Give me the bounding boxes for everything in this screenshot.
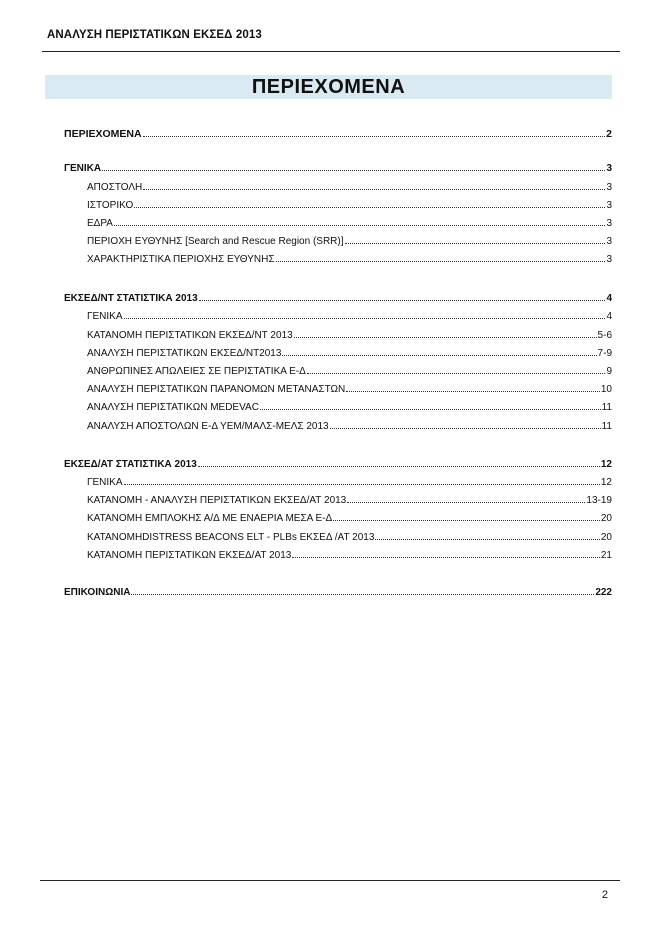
toc-dot-leader <box>347 492 585 503</box>
toc-entry-label: ΠΕΡΙΟΧΗ ΕΥΘΥΝΗΣ [Search and Rescue Region (SRR)] <box>87 236 344 247</box>
toc-entry-page: 9 <box>606 366 612 377</box>
toc-entry-page: 20 <box>600 513 612 524</box>
toc-entry-page: 4 <box>606 293 612 304</box>
toc-entry-label: ΧΑΡΑΚΤΗΡΙΣΤΙΚΑ ΠΕΡΙΟΧΗΣ ΕΥΘΥΝΗΣ <box>87 254 275 265</box>
toc-entry-label: ΚΑΤΑΝΟΜΗ ΕΜΠΛΟΚΗΣ Α/Δ ΜΕ ΕΝΑΕΡΙΑ ΜΕΣΑ Ε-Δ <box>87 513 333 524</box>
toc-dot-leader <box>114 215 605 226</box>
toc-entry-page: 12 <box>600 477 612 488</box>
toc-entry-page: 10 <box>600 384 612 395</box>
toc-entry-page: 3 <box>606 218 612 229</box>
toc-dot-leader <box>307 363 606 374</box>
toc-dot-leader <box>282 345 596 356</box>
page-number: 2 <box>601 889 608 901</box>
toc-entry[interactable] <box>64 126 612 140</box>
toc-entry-page: 7-9 <box>597 348 612 359</box>
toc-entry-page: 5-6 <box>597 330 612 341</box>
toc-dot-leader <box>143 126 606 137</box>
toc-dot-leader <box>124 308 606 319</box>
toc-title-banner <box>45 75 612 99</box>
toc-dot-leader <box>276 251 606 262</box>
running-header-title: ΑΝΑΛΥΣΗ ΠΕΡΙΣΤΑΤΙΚΩΝ ΕΚΣΕΔ 2013 <box>47 29 262 41</box>
toc-entry-label: ΕΔΡΑ <box>87 218 113 229</box>
toc-entry[interactable] <box>87 345 612 359</box>
toc-entry-label: ΑΝΑΛΥΣΗ ΠΕΡΙΣΤΑΤΙΚΩΝ ΕΚΣΕΔ/ΝΤ2013 <box>87 348 282 359</box>
toc-entry-label: ΕΠΙΚΟΙΝΩΝΙΑ <box>64 587 131 598</box>
toc-dot-leader <box>345 233 606 244</box>
toc-entry-label: ΙΣΤΟΡΙΚΟ <box>87 200 134 211</box>
toc-entry[interactable] <box>87 363 612 377</box>
toc-entry[interactable] <box>87 179 612 193</box>
toc-entry[interactable] <box>87 474 612 488</box>
toc-entry-page: 3 <box>606 254 612 265</box>
toc-dot-leader <box>198 456 600 467</box>
toc-dot-leader <box>102 160 605 171</box>
toc-title: ΠΕΡΙΕΧΟΜΕΝΑ <box>251 75 406 98</box>
toc-entry-page: 21 <box>600 550 612 561</box>
toc-entry-label: ΓΕΝΙΚΑ <box>64 163 102 174</box>
toc-entry-page: 13-19 <box>586 495 612 506</box>
toc-entry-page: 3 <box>606 200 612 211</box>
toc-entry-label: ΑΝΑΛΥΣΗ ΠΕΡΙΣΤΑΤΙΚΩΝ MEDEVAC <box>87 402 259 413</box>
toc-entry-label: ΕΚΣΕΔ/ΑΤ ΣΤΑΤΙΣΤΙΚΑ 2013 <box>64 459 197 470</box>
toc-entry-label: ΚΑΤΑΝΟΜΗ ΠΕΡΙΣΤΑΤΙΚΩΝ ΕΚΣΕΔ/ΑΤ 2013 <box>87 550 292 561</box>
toc-entry[interactable] <box>87 327 612 341</box>
toc-entry-label: ΑΝΑΛΥΣΗ ΑΠΟΣΤΟΛΩΝ Ε-Δ ΥΕΜ/ΜΑΛΣ-ΜΕΛΣ 2013 <box>87 421 329 432</box>
toc-entry-label: ΑΠΟΣΤΟΛΗ <box>87 182 143 193</box>
toc-entry[interactable] <box>87 233 612 247</box>
toc-entry[interactable] <box>64 290 612 304</box>
toc-dot-leader <box>294 327 597 338</box>
toc-entry[interactable] <box>87 308 612 322</box>
toc-entry-label: ΠΕΡΙΕΧΟΜΕΝΑ <box>64 128 142 140</box>
toc-entry-page: 222 <box>595 587 612 598</box>
toc-entry-page: 12 <box>600 459 612 470</box>
toc-entry-label: ΕΚΣΕΔ/ΝΤ ΣΤΑΤΙΣΤΙΚΑ 2013 <box>64 293 198 304</box>
footer-divider <box>40 880 620 881</box>
toc-entry-label: ΑΝΑΛΥΣΗ ΠΕΡΙΣΤΑΤΙΚΩΝ ΠΑΡΑΝΟΜΩΝ ΜΕΤΑΝΑΣΤΩΝ <box>87 384 346 395</box>
toc-entry[interactable] <box>87 510 612 524</box>
toc-entry[interactable] <box>87 197 612 211</box>
toc-entry-page: 3 <box>606 182 612 193</box>
toc-entry-page: 4 <box>606 311 612 322</box>
toc-entry-page: 20 <box>600 532 612 543</box>
toc-entry[interactable] <box>87 418 612 432</box>
toc-entry[interactable] <box>87 547 612 561</box>
toc-entry-page: 11 <box>601 402 612 413</box>
toc-entry-label: ΓΕΝΙΚΑ <box>87 311 123 322</box>
toc-entry[interactable] <box>87 529 612 543</box>
toc-entry-label: ΚΑΤΑΝΟΜΗDISTRESS BEACONS ELT - PLBs ΕΚΣΕΔ /ΑΤ 2013 <box>87 532 375 543</box>
toc-dot-leader <box>330 418 601 429</box>
toc-entry-page: 3 <box>606 163 612 174</box>
toc-entry[interactable] <box>64 456 612 470</box>
toc-entry[interactable] <box>87 215 612 229</box>
toc-entry-label: ΑΝΘΡΩΠΙΝΕΣ ΑΠΩΛΕΙΕΣ ΣΕ ΠΕΡΙΣΤΑΤΙΚΑ Ε-Δ <box>87 366 306 377</box>
toc-dot-leader <box>333 510 600 521</box>
toc-entry-label: ΚΑΤΑΝΟΜΗ - ΑΝΑΛΥΣΗ ΠΕΡΙΣΤΑΤΙΚΩΝ ΕΚΣΕΔ/ΑΤ 2013 <box>87 495 347 506</box>
toc-entry[interactable] <box>64 584 612 598</box>
toc-entry[interactable] <box>87 251 612 265</box>
toc-dot-leader <box>131 584 594 595</box>
toc-dot-leader <box>292 547 600 558</box>
toc-dot-leader <box>346 381 600 392</box>
toc-dot-leader <box>260 399 601 410</box>
toc-entry-page: 2 <box>606 128 612 140</box>
toc-dot-leader <box>134 197 605 208</box>
toc-entry-page: 11 <box>601 421 612 432</box>
toc-entry[interactable] <box>87 381 612 395</box>
toc-dot-leader <box>124 474 600 485</box>
toc-entry[interactable] <box>87 399 612 413</box>
toc-dot-leader <box>199 290 606 301</box>
toc-dot-leader <box>143 179 605 190</box>
header-divider <box>42 51 620 52</box>
toc-entry[interactable] <box>87 492 612 506</box>
toc-dot-leader <box>375 529 599 540</box>
toc-entry-page: 3 <box>606 236 612 247</box>
toc-entry-label: ΚΑΤΑΝΟΜΗ ΠΕΡΙΣΤΑΤΙΚΩΝ ΕΚΣΕΔ/ΝΤ 2013 <box>87 330 293 341</box>
toc-entry[interactable] <box>64 160 612 174</box>
toc-entry-label: ΓΕΝΙΚΑ <box>87 477 123 488</box>
